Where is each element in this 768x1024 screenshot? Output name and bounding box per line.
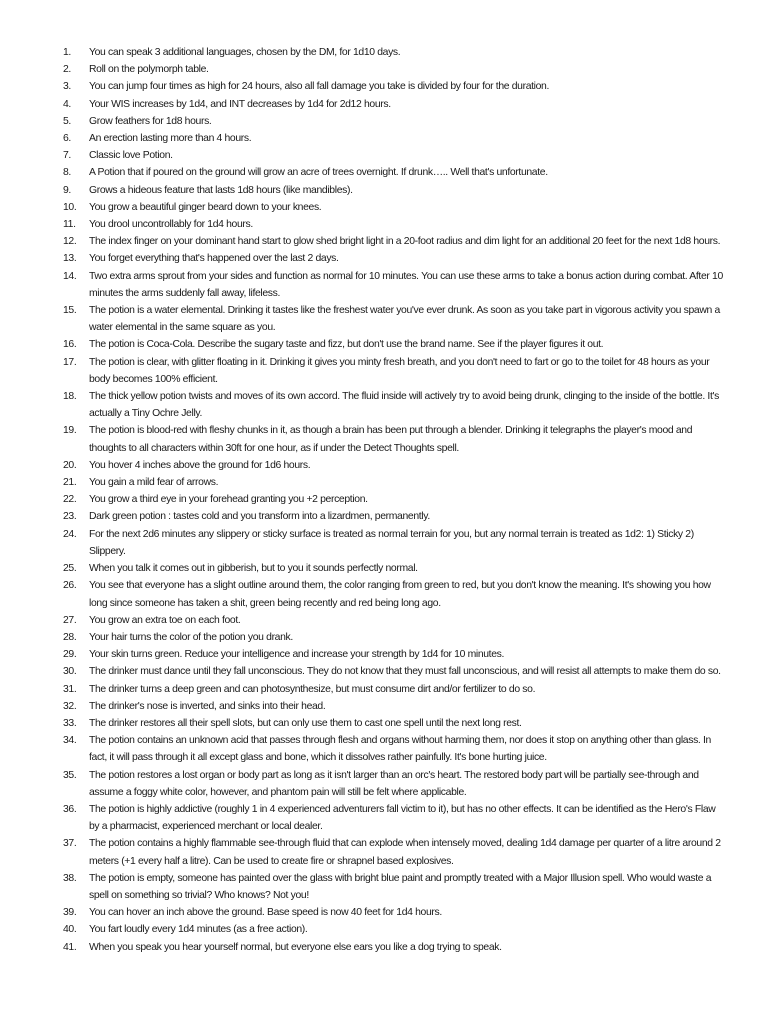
list-item-text: Your WIS increases by 1d4, and INT decreases by 1d4 for 2d12 hours. xyxy=(89,98,391,110)
list-item xyxy=(63,921,728,938)
list-item-number: 9. xyxy=(63,184,71,196)
list-item xyxy=(63,130,728,147)
list-item-number: 19. xyxy=(63,425,77,437)
list-item-number: 34. xyxy=(63,735,77,747)
list-item-text: Your hair turns the color of the potion you drank. xyxy=(89,631,293,643)
list-item xyxy=(63,302,728,336)
list-item xyxy=(63,732,728,766)
list-item xyxy=(63,939,728,956)
list-item-text: The drinker must dance until they fall unconscious. They do not know that they must fall unconscious, and will resist all attempts to make them do so. xyxy=(89,666,721,678)
list-item xyxy=(63,508,728,525)
list-item-number: 35. xyxy=(63,769,77,781)
list-item-number: 7. xyxy=(63,150,71,162)
list-item-number: 3. xyxy=(63,81,71,93)
list-item-number: 2. xyxy=(63,64,71,76)
list-item-number: 28. xyxy=(63,631,77,643)
list-item-text: You grow a beautiful ginger beard down to your knees. xyxy=(89,201,322,213)
list-item xyxy=(63,560,728,577)
list-item-number: 8. xyxy=(63,167,71,179)
list-item xyxy=(63,61,728,78)
list-item-text: The drinker restores all their spell slots, but can only use them to cast one spell until the next long rest. xyxy=(89,717,522,729)
list-item xyxy=(63,457,728,474)
list-item-number: 13. xyxy=(63,253,77,265)
list-item xyxy=(63,801,728,835)
list-item-text: The potion is highly addictive (roughly 1 in 4 experienced adventurers fall victim to it), but has no other effects. It can be identified as the Hero's Flaw by a pharmacist, experienced merchant or local dealer. xyxy=(89,803,716,833)
list-item-text: You drool uncontrollably for 1d4 hours. xyxy=(89,219,253,231)
list-item-text: The potion is clear, with glitter floating in it. Drinking it gives you minty fresh breath, and you don't need to fart or go to the toilet for 48 hours as your body becomes 100% efficient. xyxy=(89,356,710,385)
list-item xyxy=(63,698,728,715)
list-item-number: 37. xyxy=(63,838,77,850)
list-item-text: A Potion that if poured on the ground will grow an acre of trees overnight. If drunk….. Well that's unfortunate. xyxy=(89,167,548,179)
list-item-text: The potion contains an unknown acid that passes through flesh and organs without harming them, nor does it stop on anything other than glass. In fact, it will pass through it all except glass and bone, which it dissolves rather painfully. It's bone hurting juice. xyxy=(89,735,711,764)
list-item xyxy=(63,96,728,113)
list-item xyxy=(63,646,728,663)
list-item-number: 15. xyxy=(63,305,77,317)
list-item xyxy=(63,422,728,456)
list-item xyxy=(63,663,728,680)
list-item-number: 38. xyxy=(63,872,77,884)
list-item-number: 20. xyxy=(63,459,77,471)
list-item-text: The potion is a water elemental. Drinking it tastes like the freshest water you've ever drunk. As soon as you take part in vigorous activity you spawn a water elemental in the same square as you. xyxy=(89,305,720,334)
list-item xyxy=(63,233,728,250)
list-item-text: The thick yellow potion twists and moves of its own accord. The fluid inside will actively try to avoid being drunk, clinging to the inside of the bottle. It's actually a Tiny Ochre Jelly. xyxy=(89,391,719,420)
list-item-number: 4. xyxy=(63,98,71,110)
list-item-number: 22. xyxy=(63,494,77,506)
list-item-text: You can jump four times as high for 24 hours, also all fall damage you take is divided by four for the duration. xyxy=(89,81,550,93)
list-item-number: 11. xyxy=(63,219,76,231)
list-item-text: Classic love Potion. xyxy=(89,150,173,162)
list-item-number: 5. xyxy=(63,115,71,127)
list-item xyxy=(63,767,728,801)
list-item-number: 41. xyxy=(63,941,77,953)
list-item xyxy=(63,199,728,216)
list-item-number: 24. xyxy=(63,528,77,540)
list-item xyxy=(63,78,728,95)
list-item xyxy=(63,715,728,732)
list-item-text: The potion is empty, someone has painted over the glass with bright blue paint and promptly treated with a Major Illusion spell. Who would waste a spell on something so trivial? Who knows? Not you! xyxy=(89,872,712,901)
list-item-number: 40. xyxy=(63,924,77,936)
list-item-number: 10. xyxy=(63,201,77,213)
list-item-text: The potion contains a highly flammable see-through fluid that can explode when intensely moved, dealing 1d4 damage per quarter of a litre around 2 meters (+1 every half a litre). Can be used to create fire or shrapnel based explosives. xyxy=(89,838,721,867)
list-item-number: 31. xyxy=(63,683,77,695)
list-item xyxy=(63,526,728,560)
list-item-number: 39. xyxy=(63,907,77,919)
list-item-number: 25. xyxy=(63,563,77,575)
list-item xyxy=(63,681,728,698)
list-item xyxy=(63,388,728,422)
list-item-text: You see that everyone has a slight outline around them, the color ranging from green to red, but you don't know the meaning. It's showing you how long since someone has taken a shit, green being recently and red being long ago. xyxy=(89,580,711,609)
list-item-text: You forget everything that's happened over the last 2 days. xyxy=(89,253,339,265)
list-item-text: Grow feathers for 1d8 hours. xyxy=(89,115,212,127)
numbered-list xyxy=(63,44,728,956)
list-item-number: 18. xyxy=(63,391,77,403)
list-item xyxy=(63,354,728,388)
list-item xyxy=(63,268,728,302)
list-item-number: 12. xyxy=(63,236,77,248)
list-item-text: When you speak you hear yourself normal, but everyone else ears you like a dog trying to speak. xyxy=(89,941,502,953)
list-item xyxy=(63,577,728,611)
list-item xyxy=(63,147,728,164)
list-item-text: Grows a hideous feature that lasts 1d8 hours (like mandibles). xyxy=(89,184,353,196)
list-item xyxy=(63,336,728,353)
list-item-text: You can hover an inch above the ground. Base speed is now 40 feet for 1d4 hours. xyxy=(89,907,442,919)
list-item-number: 26. xyxy=(63,580,77,592)
list-item-text: When you talk it comes out in gibberish, but to you it sounds perfectly normal. xyxy=(89,563,418,575)
list-item xyxy=(63,113,728,130)
list-item-text: The index finger on your dominant hand start to glow shed bright light in a 20-foot radius and dim light for an additional 20 feet for the next 1d8 hours. xyxy=(89,236,721,248)
list-item-text: The drinker's nose is inverted, and sinks into their head. xyxy=(89,700,326,712)
list-item xyxy=(63,250,728,267)
list-item-text: For the next 2d6 minutes any slippery or sticky surface is treated as normal terrain for you, but any normal terrain is treated as 1d2: 1) Sticky 2) Slippery. xyxy=(89,528,694,557)
list-item-text: You fart loudly every 1d4 minutes (as a free action). xyxy=(89,924,308,936)
list-item-text: The potion is Coca-Cola. Describe the sugary taste and fizz, but don't use the brand name. See if the player figures it out. xyxy=(89,339,604,351)
list-item-number: 14. xyxy=(63,270,77,282)
list-item-text: Your skin turns green. Reduce your intelligence and increase your strength by 1d4 for 10 minutes. xyxy=(89,649,505,661)
list-item xyxy=(63,870,728,904)
list-item-text: The potion restores a lost organ or body part as long as it isn't larger than an orc's heart. The restored body part will be partially see-through and assume a foggy white color, however, and phantom pain will still be felt where applicable. xyxy=(89,769,699,798)
list-item-number: 16. xyxy=(63,339,77,351)
list-item xyxy=(63,904,728,921)
list-item-text: You grow an extra toe on each foot. xyxy=(89,614,241,626)
list-item-number: 17. xyxy=(63,356,77,368)
list-item xyxy=(63,164,728,181)
list-item xyxy=(63,216,728,233)
list-item-number: 30. xyxy=(63,666,77,678)
list-item-number: 6. xyxy=(63,133,71,145)
list-item-text: You grow a third eye in your forehead granting you +2 perception. xyxy=(89,494,368,506)
list-item xyxy=(63,612,728,629)
list-item-text: Two extra arms sprout from your sides and function as normal for 10 minutes. You can use these arms to take a bonus action during combat. After 10 minutes the arms suddenly fall away, lifeless. xyxy=(89,270,723,299)
list-item-text: You gain a mild fear of arrows. xyxy=(89,477,219,489)
list-item-number: 23. xyxy=(63,511,77,523)
list-item xyxy=(63,629,728,646)
list-item-number: 29. xyxy=(63,649,77,661)
list-item xyxy=(63,835,728,869)
list-item-text: The potion is blood-red with fleshy chunks in it, as though a brain has been put through a blender. Drinking it telegraphs the player's mood and thoughts to all characters within 30ft for one hour, as if under the Detect Thoughts spell. xyxy=(89,425,693,454)
list-item-number: 32. xyxy=(63,700,77,712)
list-item-number: 21. xyxy=(63,477,77,489)
list-item-number: 1. xyxy=(63,47,71,58)
list-item xyxy=(63,182,728,199)
list-item-number: 33. xyxy=(63,717,77,729)
list-item-text: An erection lasting more than 4 hours. xyxy=(89,133,252,145)
list-item-text: The drinker turns a deep green and can photosynthesize, but must consume dirt and/or fertilizer to do so. xyxy=(89,683,536,695)
list-item xyxy=(63,474,728,491)
list-item-text: You can speak 3 additional languages, chosen by the DM, for 1d10 days. xyxy=(89,47,401,58)
list-item-number: 27. xyxy=(63,614,77,626)
list-item xyxy=(63,44,728,61)
list-item xyxy=(63,491,728,508)
list-item-text: You hover 4 inches above the ground for 1d6 hours. xyxy=(89,459,311,471)
list-item-number: 36. xyxy=(63,803,77,815)
list-item-text: Dark green potion : tastes cold and you transform into a lizardmen, permanently. xyxy=(89,511,430,523)
list-item-text: Roll on the polymorph table. xyxy=(89,64,209,76)
